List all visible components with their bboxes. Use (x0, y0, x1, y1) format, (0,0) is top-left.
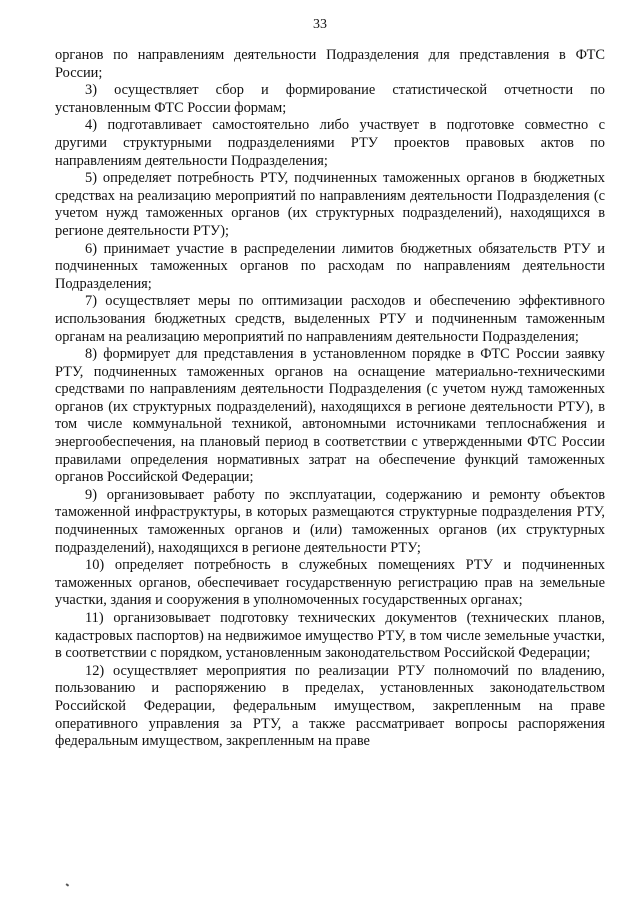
paragraph-item-11: 11) организовывает подготовку технических документов (технических планов, кадастровых паспортов) на недвижимое имущество РТУ, в том числе земельные участки, в соответствии с порядком, установленным законодательством Российской Федерации; (55, 610, 605, 662)
page-number: 33 (313, 17, 327, 32)
scan-speck (66, 883, 69, 886)
paragraph-item-6: 6) принимает участие в распределении лимитов бюджетных обязательств РТУ и подчиненных таможенных органов по расходам по направлениям деятельности Подразделения; (55, 240, 605, 292)
paragraph-item-3: 3) осуществляет сбор и формирование статистической отчетности по установленным ФТС России формам; (55, 82, 605, 116)
paragraph-item-12: 12) осуществляет мероприятия по реализации РТУ полномочий по владению, пользованию и распоряжению в пределах, установленных законодательством Российской Федерации, федеральным имуществом, закрепленным на праве оперативного управления за РТУ, а также рассматривает вопросы распоряжения федеральным имуществом, закрепленным на праве (55, 662, 605, 750)
document-body (55, 47, 605, 751)
paragraph-item-7: 7) осуществляет меры по оптимизации расходов и обеспечению эффективного использования бюджетных средств, выделенных РТУ и подчиненным таможенным органам на реализацию мероприятий по направлениям деятельности Подразделения; (55, 293, 605, 345)
paragraph-item-10: 10) определяет потребность в служебных помещениях РТУ и подчиненных таможенных органов, обеспечивает государственную регистрацию прав на земельные участки, здания и сооружения в уполномоченных государственных органах; (55, 557, 605, 609)
paragraph-item-4: 4) подготавливает самостоятельно либо участвует в подготовке совместно с другими структурными подразделениями РТУ проектов правовых актов по направлениям деятельности Подразделения; (55, 117, 605, 169)
paragraph-item-8: 8) формирует для представления в установленном порядке в ФТС России заявку РТУ, подчиненных таможенных органов на оснащение материально-техническими средствами по направлениям деятельности Подразделения (с учетом нужд таможенных органов (их структурных подразделений), находящихся в регионе деятельности РТУ), в том числе коммунальной техникой, автономными источниками теплоснабжения и энергообеспечения, на плановый период в соответствии с утвержденными ФТС России правилами определения нормативных затрат на обеспечение функций таможенных органов Российской Федерации; (55, 346, 605, 486)
paragraph-item-5: 5) определяет потребность РТУ, подчиненных таможенных органов в бюджетных средствах на реализацию мероприятий по направлениям деятельности Подразделения (с учетом нужд таможенных органов (их структурных подразделений), находящихся в регионе деятельности РТУ); (55, 170, 605, 239)
paragraph-item-9: 9) организовывает работу по эксплуатации, содержанию и ремонту объектов таможенной инфраструктуры, в которых размещаются структурные подразделения РТУ, подчиненных таможенных органов и (или) таможенных органов (их структурных подразделений), находящихся в регионе деятельности РТУ; (55, 486, 605, 556)
paragraph-continuation: органов по направлениям деятельности Подразделения для представления в ФТС России; (55, 47, 605, 81)
